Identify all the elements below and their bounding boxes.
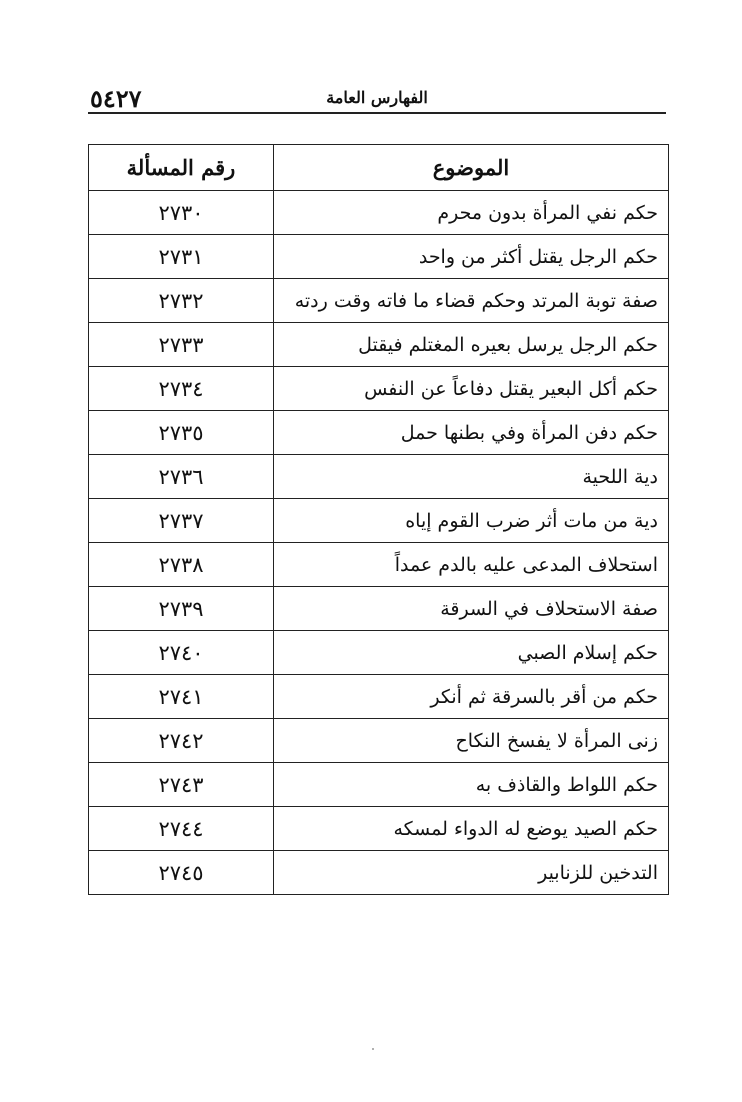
issue-number-cell: ٢٧٣٩	[89, 587, 274, 631]
topic-cell: حكم دفن المرأة وفي بطنها حمل	[274, 411, 669, 455]
issue-number-cell: ٢٧٣٠	[89, 191, 274, 235]
table-row	[89, 323, 669, 367]
topic-cell: حكم اللواط والقاذف به	[274, 763, 669, 807]
index-table	[88, 144, 669, 895]
topic-cell: حكم من أقر بالسرقة ثم أنكر	[274, 675, 669, 719]
topic-cell: حكم إسلام الصبي	[274, 631, 669, 675]
table-row	[89, 367, 669, 411]
table-row	[89, 719, 669, 763]
topic-cell: دية اللحية	[274, 455, 669, 499]
issue-number-cell: ٢٧٣٤	[89, 367, 274, 411]
topic-cell: حكم الرجل يقتل أكثر من واحد	[274, 235, 669, 279]
topic-cell: حكم أكل البعير يقتل دفاعاً عن النفس	[274, 367, 669, 411]
issue-number-cell: ٢٧٣١	[89, 235, 274, 279]
table-row	[89, 499, 669, 543]
table-row	[89, 763, 669, 807]
topic-cell: حكم الصيد يوضع له الدواء لمسكه	[274, 807, 669, 851]
column-header-topic: الموضوع	[274, 145, 669, 191]
table-row	[89, 455, 669, 499]
issue-number-cell: ٢٧٣٦	[89, 455, 274, 499]
page-header	[88, 80, 666, 114]
issue-number-cell: ٢٧٣٢	[89, 279, 274, 323]
table-row	[89, 807, 669, 851]
table-row	[89, 411, 669, 455]
table-row	[89, 191, 669, 235]
table-header-row	[89, 145, 669, 191]
issue-number-cell: ٢٧٣٣	[89, 323, 274, 367]
table-body	[89, 191, 669, 895]
topic-cell: صفة توبة المرتد وحكم قضاء ما فاته وقت ردته	[274, 279, 669, 323]
table-row	[89, 675, 669, 719]
table-row	[89, 631, 669, 675]
topic-cell: حكم الرجل يرسل بعيره المغتلم فيقتل	[274, 323, 669, 367]
issue-number-cell: ٢٧٣٧	[89, 499, 274, 543]
running-title: الفهارس العامة	[326, 88, 428, 107]
column-header-number: رقم المسألة	[89, 145, 274, 191]
issue-number-cell: ٢٧٤٤	[89, 807, 274, 851]
table-row	[89, 279, 669, 323]
topic-cell: دية من مات أثر ضرب القوم إياه	[274, 499, 669, 543]
issue-number-cell: ٢٧٣٨	[89, 543, 274, 587]
page-number: ٥٤٢٧	[90, 84, 142, 113]
issue-number-cell: ٢٧٣٥	[89, 411, 274, 455]
table-row	[89, 543, 669, 587]
topic-cell: استحلاف المدعى عليه بالدم عمداً	[274, 543, 669, 587]
issue-number-cell: ٢٧٤٣	[89, 763, 274, 807]
issue-number-cell: ٢٧٤٠	[89, 631, 274, 675]
topic-cell: صفة الاستحلاف في السرقة	[274, 587, 669, 631]
topic-cell: حكم نفي المرأة بدون محرم	[274, 191, 669, 235]
topic-cell: زنى المرأة لا يفسخ النكاح	[274, 719, 669, 763]
table-row	[89, 235, 669, 279]
issue-number-cell: ٢٧٤٢	[89, 719, 274, 763]
topic-cell: التدخين للزنابير	[274, 851, 669, 895]
issue-number-cell: ٢٧٤١	[89, 675, 274, 719]
page-speck	[372, 1048, 374, 1050]
table-row	[89, 851, 669, 895]
table-row	[89, 587, 669, 631]
issue-number-cell: ٢٧٤٥	[89, 851, 274, 895]
